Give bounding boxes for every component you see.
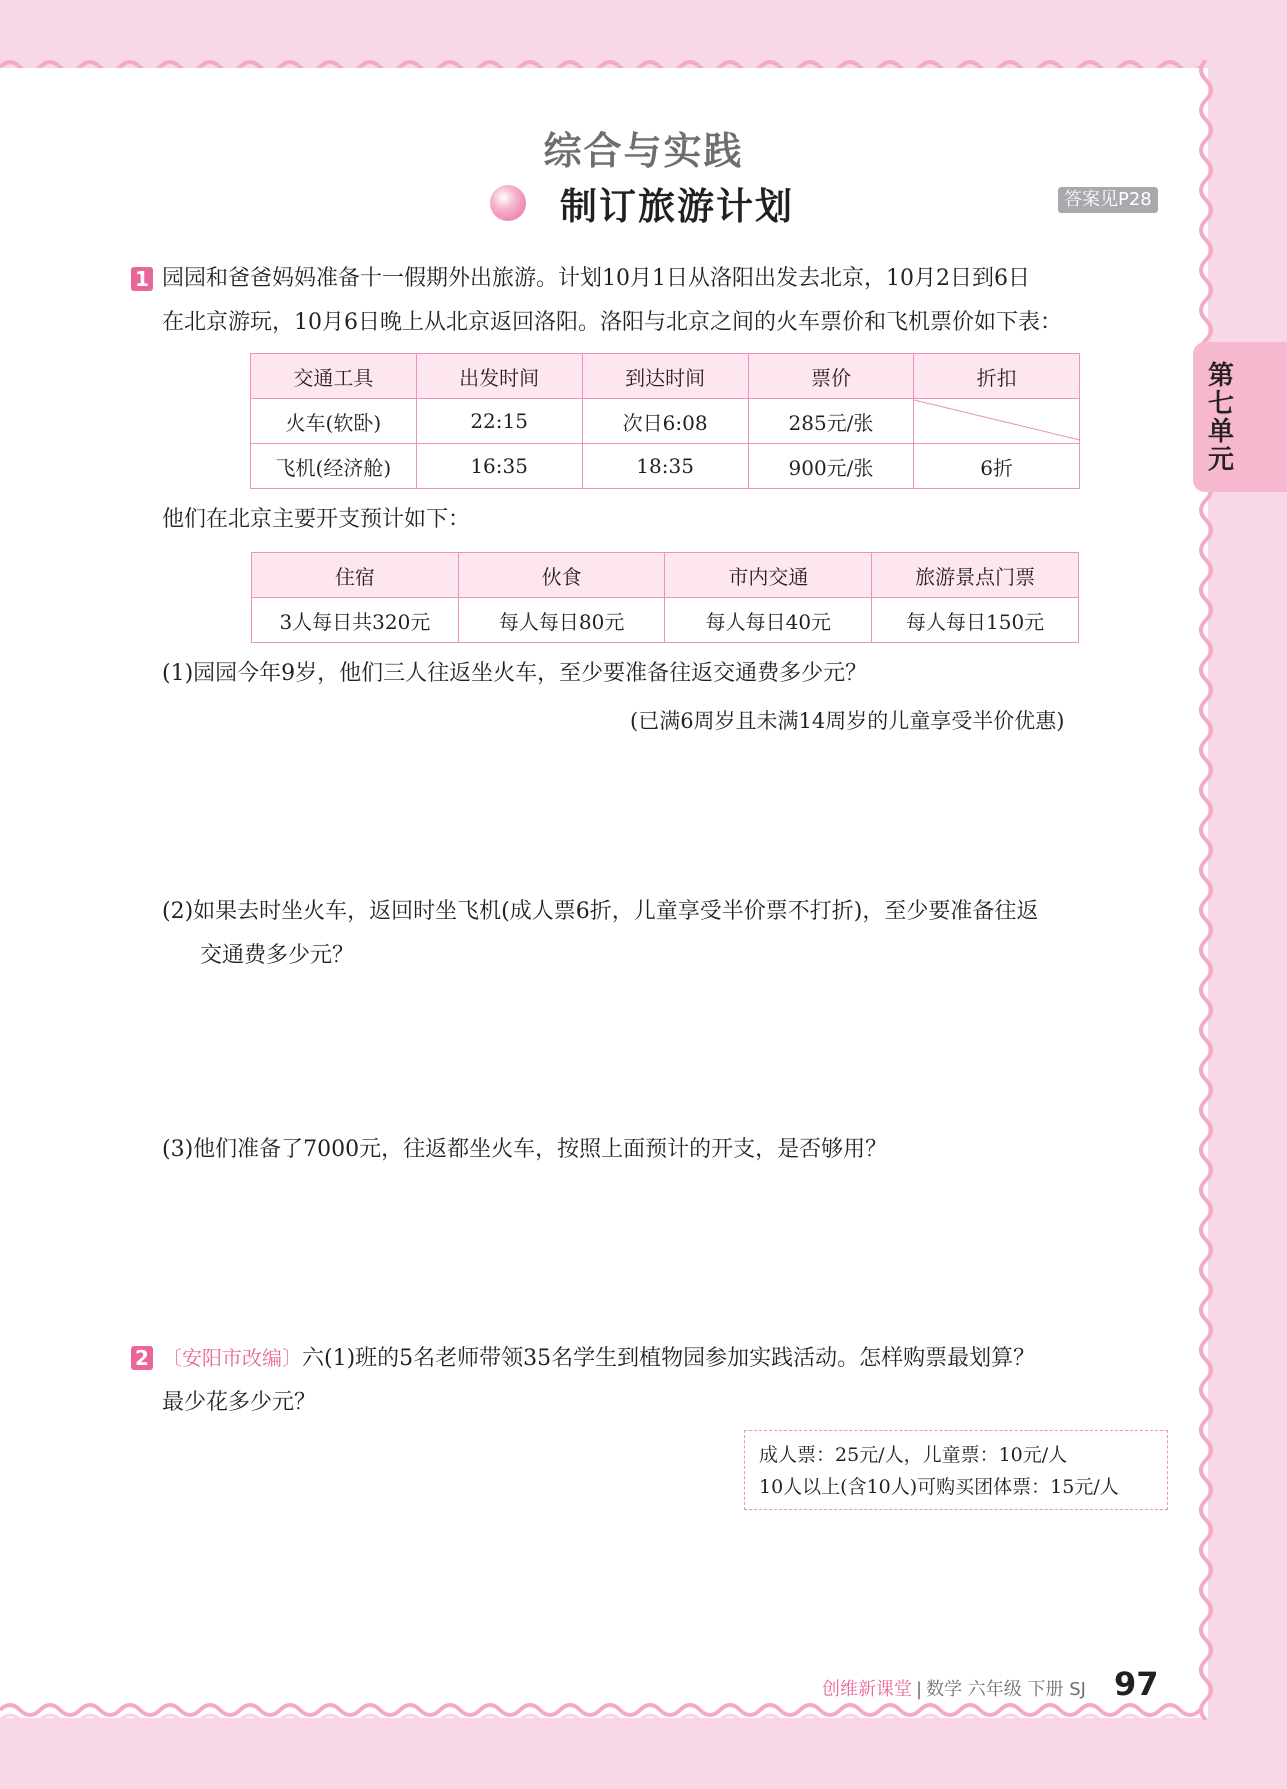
pink-bullet-icon [490, 185, 526, 221]
diagonal-slash-line [914, 398, 1080, 442]
q1-intro2: 他们在北京主要开支预计如下： [162, 507, 471, 532]
q1-sub1-note: (已满6周岁且未满14周岁的儿童享受半价优惠) [630, 709, 1065, 733]
table-header-row [252, 553, 1079, 598]
footer-meta: 数学 六年级 下册 SJ [926, 1679, 1086, 1700]
q2-text-line2: 最少花多少元？ [162, 1390, 317, 1415]
table-cell: 飞机(经济舱) [251, 444, 417, 489]
ticket-price-tip-box [744, 1430, 1168, 1510]
wavy-border-right [1192, 60, 1222, 1720]
q1-sub3: (3)他们准备了7000元，往返都坐火车，按照上面预计的开支，是否够用？ [162, 1137, 888, 1162]
page-title: 综合与实践 [543, 129, 744, 173]
subtitle-row [490, 178, 794, 228]
question-number-1: 1 [131, 267, 153, 291]
table-cell: 次日6:08 [582, 399, 748, 444]
answer-reference-badge: 答案见P28 [1058, 187, 1158, 213]
tip-line-2: 10人以上(含10人)可购买团体票：15元/人 [759, 1476, 1119, 1498]
table-header-cell: 伙食 [458, 553, 665, 598]
table-cell: 18:35 [582, 444, 748, 489]
footer-separator: | [916, 1679, 923, 1700]
table-cell: 285元/张 [748, 399, 914, 444]
table-cell: 每人每日80元 [458, 598, 665, 643]
table-cell: 3人每日共320元 [252, 598, 459, 643]
table-cell: 900元/张 [748, 444, 914, 489]
table-header-row [251, 354, 1080, 399]
table-cell: 火车(软卧) [251, 399, 417, 444]
tip-line-1: 成人票：25元/人，儿童票：10元/人 [759, 1444, 1068, 1466]
table-header-cell: 出发时间 [416, 354, 582, 399]
q1-sub2-line1: (2)如果去时坐火车，返回时坐飞机(成人票6折，儿童享受半价票不打折)，至少要准备往返 [162, 899, 1039, 924]
q1-sub2-line2: 交通费多少元？ [200, 943, 355, 968]
q2-text-line1-wrap [162, 1336, 1182, 1381]
q2-source-tag: 〔安阳市改编〕 [162, 1346, 302, 1370]
table-header-cell: 到达时间 [582, 354, 748, 399]
q1-text-line2: 在北京游玩，10月6日晚上从北京返回洛阳。洛阳与北京之间的火车票价和飞机票价如下表： [162, 310, 1062, 335]
table-header-cell: 市内交通 [665, 553, 872, 598]
table-cell: 22:15 [416, 399, 582, 444]
question-number-2: 2 [131, 1346, 153, 1370]
table-header-cell: 旅游景点门票 [872, 553, 1079, 598]
unit-side-tab-label: 第七单元 [1207, 361, 1234, 475]
table-header-cell: 交通工具 [251, 354, 417, 399]
q1-text [162, 257, 1172, 345]
table-header-cell: 票价 [748, 354, 914, 399]
table-cell: 6折 [914, 444, 1080, 489]
footer-brand: 创维新课堂 [822, 1679, 912, 1700]
table-cell: 每人每日40元 [665, 598, 872, 643]
table-cell: 每人每日150元 [872, 598, 1079, 643]
table-header-cell: 折扣 [914, 354, 1080, 399]
page-number: 97 [1113, 1665, 1159, 1703]
table-cell: 16:35 [416, 444, 582, 489]
page-subtitle: 制订旅游计划 [560, 185, 794, 228]
q2-text-line1: 六(1)班的5名老师带领35名学生到植物园参加实践活动。怎样购票最划算？ [302, 1346, 1036, 1371]
q1-sub1: (1)园园今年9岁，他们三人往返坐火车，至少要准备往返交通费多少元？ [162, 661, 868, 686]
table-row [252, 598, 1079, 643]
q1-text-line1: 园园和爸爸妈妈准备十一假期外出旅游。计划10月1日从洛阳出发去北京，10月2日到6日 [162, 266, 1030, 291]
expense-table [251, 552, 1079, 643]
page-footer [822, 1665, 1159, 1705]
q2-text [162, 1336, 1182, 1425]
q1-sub2 [162, 890, 1182, 978]
table-header-cell: 住宿 [252, 553, 459, 598]
table-row [251, 444, 1080, 489]
